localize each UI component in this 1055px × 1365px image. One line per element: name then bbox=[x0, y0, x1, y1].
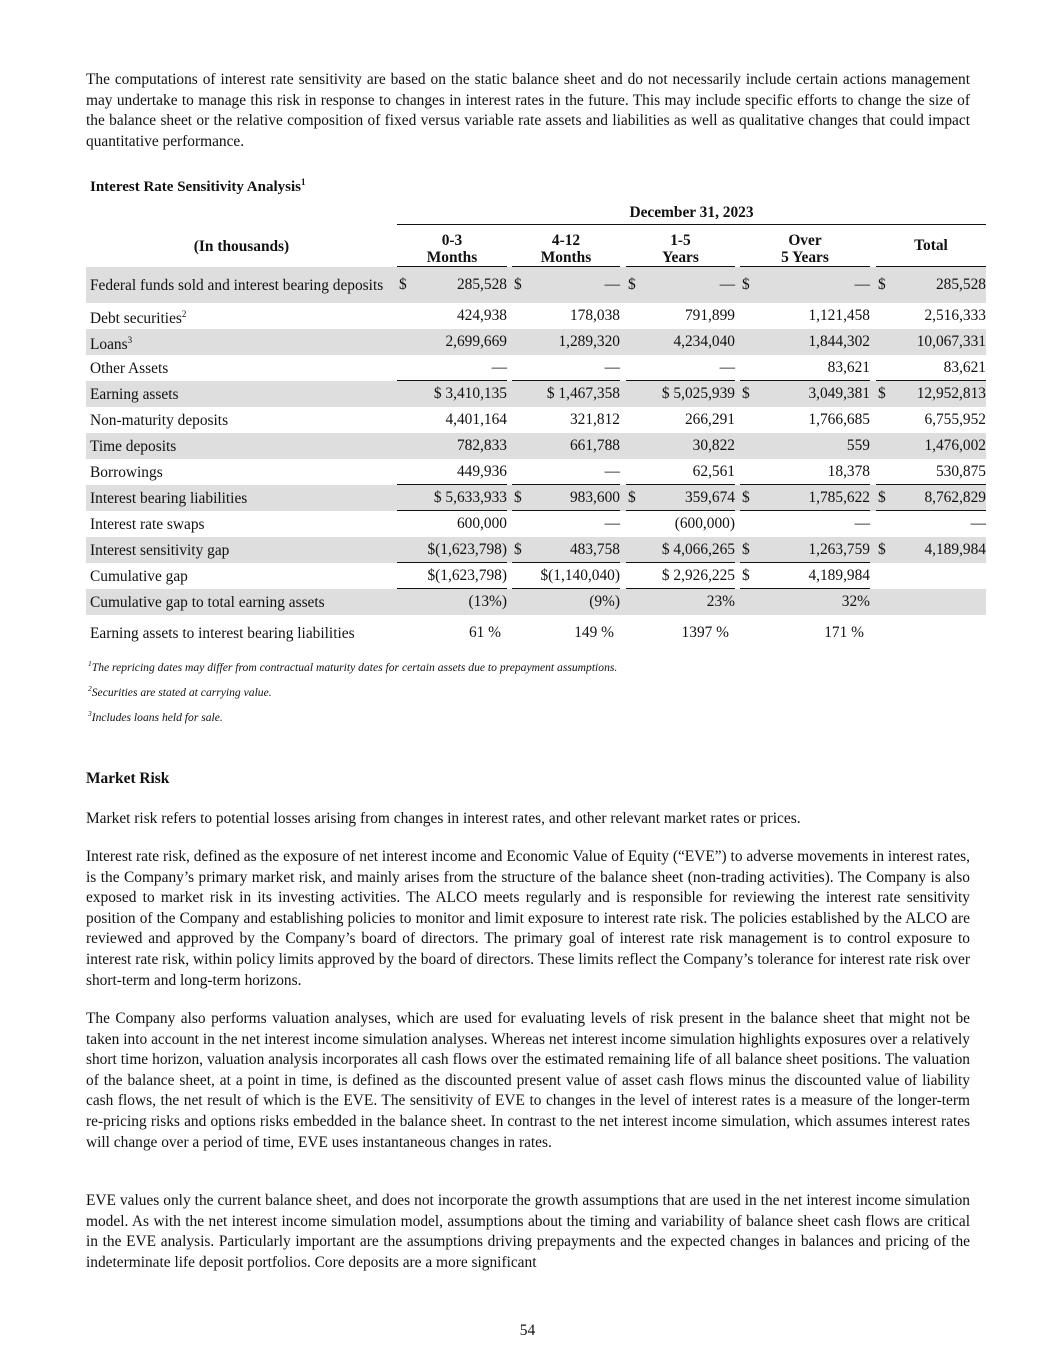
row-label: Interest sensitivity gap bbox=[86, 537, 393, 563]
row-value-cell: — bbox=[397, 355, 507, 381]
footnote-1: $^1$The repricing dates may differ from contractual maturity dates for certain assets due to prepayment assumptions. bbox=[88, 659, 618, 674]
row-value-cell: $ 1,263,759 bbox=[740, 537, 870, 563]
table-row bbox=[86, 459, 986, 485]
row-value-cell: 1397 % bbox=[681, 624, 729, 641]
row-value-cell: 1,844,302 bbox=[740, 329, 870, 355]
row-label: Loans$^3$ bbox=[86, 329, 393, 355]
table-row bbox=[86, 267, 986, 303]
row-value-cell: 32% bbox=[740, 589, 870, 615]
row-value-cell: (600,000) bbox=[674, 515, 735, 532]
market-risk-paragraph-2: Interest rate risk, defined as the exposure of net interest income and Economic Value of Equity (“EVE”) to adverse movements in interest rates, is the Company’s primary market risk, and mainly arises from the structure of the balance sheet (non-trading activities). The Company is also exposed to market risk in its investing activities. The ALCO meets regularly and is responsible for reviewing the interest rate sensitivity position of the Company and establishing policies to monitor and limit exposure to interest rate risk. The policies established by the ALCO are reviewed and approved by the Company’s board of directors. The primary goal of interest rate risk management is to control exposure to interest rate risk, within policy limits approved by the board of directors. These limits reflect the Company’s tolerance for interest rate risk over short-term and long-term horizons. bbox=[86, 848, 970, 989]
row-value-cell bbox=[876, 589, 986, 615]
row-value-cell: $ — bbox=[626, 267, 735, 303]
row-value-cell: 1,121,458 bbox=[808, 307, 870, 324]
row-value-cell: 600,000 bbox=[456, 515, 507, 532]
row-value-cell: 10,067,331 bbox=[876, 329, 986, 355]
row-value-cell: $ 3,410,135 bbox=[397, 381, 507, 407]
table-row bbox=[86, 381, 986, 407]
row-label: Borrowings bbox=[90, 463, 163, 481]
row-value-cell: 4,234,040 bbox=[626, 329, 735, 355]
row-value-cell: $ 285,528 bbox=[397, 267, 507, 303]
column-header-4-12-months: 4-12 Months bbox=[512, 225, 620, 267]
row-value-cell: — bbox=[626, 355, 735, 381]
column-header-total: Total bbox=[876, 225, 986, 267]
row-value-cell: 62,561 bbox=[626, 459, 735, 485]
row-value-cell: $ 1,467,358 bbox=[512, 381, 620, 407]
row-value-cell: 171 % bbox=[824, 624, 864, 641]
table-row bbox=[86, 329, 986, 355]
table-title-footnote: 1 bbox=[300, 177, 306, 187]
table-footnotes bbox=[88, 659, 617, 734]
table-row bbox=[86, 355, 986, 381]
row-value-cell: $ 5,633,933 bbox=[397, 485, 507, 511]
row-value-cell: $ 483,758 bbox=[512, 537, 620, 563]
row-value-cell: $(1,623,798) bbox=[397, 537, 507, 563]
row-label: Non-maturity deposits bbox=[90, 411, 229, 429]
row-value-cell: $ 4,066,265 bbox=[626, 537, 735, 563]
units-label: (In thousands) bbox=[193, 237, 290, 255]
row-value-cell: $ 5,025,939 bbox=[626, 381, 735, 407]
row-value-cell: 83,621 bbox=[740, 355, 870, 381]
row-value-cell: 1,766,685 bbox=[808, 411, 870, 428]
row-value-cell: $ — bbox=[512, 267, 620, 303]
column-header-over-5-years: Over 5 Years bbox=[740, 225, 870, 267]
table-row bbox=[86, 615, 986, 651]
table-row bbox=[86, 511, 986, 537]
row-value-cell: 782,833 bbox=[397, 433, 507, 459]
row-label: Cumulative gap to total earning assets bbox=[86, 589, 393, 615]
row-value-cell: — bbox=[970, 515, 986, 532]
row-label: Time deposits bbox=[86, 433, 393, 459]
row-value-cell: 149 % bbox=[574, 624, 614, 641]
column-header-1-5-years: 1-5 Years bbox=[626, 225, 735, 267]
row-value-cell: 321,812 bbox=[569, 411, 620, 428]
page-number: 54 bbox=[519, 1322, 536, 1339]
row-value-cell: — bbox=[604, 515, 620, 532]
table-row bbox=[86, 303, 986, 329]
market-risk-paragraph-1: Market risk refers to potential losses arising from changes in interest rates, and other relevant market rates or prices. bbox=[86, 810, 801, 827]
row-value-cell: — bbox=[512, 459, 620, 485]
row-label: Debt securities$^2$ bbox=[90, 308, 187, 327]
row-value-cell: $ 1,785,622 bbox=[740, 485, 870, 511]
market-risk-paragraph-3: The Company also performs valuation analyses, which are used for evaluating levels of risk present in the balance sheet that might not be taken into account in the net interest income simulation analyses. Whereas net interest income simulation highlights exposures over a relatively short time horizon, valuation analysis incorporates all cash flows over the estimated remaining life of all balance sheet positions. The valuation of the balance sheet, at a point in time, is defined as the discounted present value of asset cash flows minus the discounted value of liability cash flows, the net result of which is the EVE. The sensitivity of EVE to changes in the level of interest rates is a measure of the longer-term re-pricing risks and options risks embedded in the balance sheet. In contrast to the net interest income simulation, which assumes interest rates will change over a period of time, EVE uses instantaneous changes in rates. bbox=[86, 1010, 970, 1151]
row-label: Earning assets to interest bearing liabilities bbox=[90, 624, 355, 642]
column-header-0-3-months: 0-3 Months bbox=[397, 225, 507, 267]
row-value-cell: 559 bbox=[740, 433, 870, 459]
market-risk-heading: Market Risk bbox=[86, 770, 170, 787]
row-value-cell: — bbox=[854, 515, 870, 532]
row-label: Interest rate swaps bbox=[90, 515, 205, 533]
row-value-cell: 178,038 bbox=[569, 307, 620, 324]
row-value-cell: $ 983,600 bbox=[512, 485, 620, 511]
table-row bbox=[86, 485, 986, 511]
row-value-cell: 4,401,164 bbox=[445, 411, 507, 428]
market-risk-paragraph-4: EVE values only the current balance sheet, and does not incorporate the growth assumptions that are used in the net interest income simulation model. As with the net interest income simulation model, assumptions about the timing and variability of balance sheet cash flows are critical in the EVE analysis. Particularly important are the assumptions driving prepayments and the expected changes in balances and pricing of the indeterminate life deposit portfolios. Core deposits are a more significant bbox=[86, 1192, 970, 1271]
row-value-cell: 266,291 bbox=[684, 411, 735, 428]
row-value-cell: 23% bbox=[626, 589, 735, 615]
intro-paragraph: The computations of interest rate sensitivity are based on the static balance sheet and do not necessarily include certain actions management may undertake to manage this risk in response to changes in interest rates in the future. This may include specific efforts to change the size of the balance sheet or the relative composition of fixed versus variable rate assets and liabilities as well as qualitative changes that could impact quantitative performance. bbox=[86, 71, 970, 150]
row-value-cell: 530,875 bbox=[876, 459, 986, 485]
row-value-cell: $ — bbox=[740, 267, 870, 303]
row-value-cell bbox=[876, 615, 986, 651]
row-value-cell: 424,938 bbox=[456, 307, 507, 324]
row-value-cell: $ 12,952,813 bbox=[876, 381, 986, 407]
date-header: December 31, 2023 bbox=[397, 202, 986, 225]
row-value-cell: 2,699,669 bbox=[397, 329, 507, 355]
table-row bbox=[86, 407, 986, 433]
row-value-cell: $ 8,762,829 bbox=[876, 485, 986, 511]
table-title bbox=[90, 177, 305, 196]
row-value-cell: 61 % bbox=[468, 624, 501, 641]
row-value-cell: $ 3,049,381 bbox=[740, 381, 870, 407]
row-value-cell: 6,755,952 bbox=[924, 411, 986, 428]
row-value-cell: $(1,140,040) bbox=[512, 563, 620, 589]
row-value-cell: $ 359,674 bbox=[626, 485, 735, 511]
table-row bbox=[86, 433, 986, 459]
row-value-cell: 449,936 bbox=[397, 459, 507, 485]
row-value-cell: 791,899 bbox=[684, 307, 735, 324]
row-value-cell: 30,822 bbox=[626, 433, 735, 459]
row-value-cell: — bbox=[512, 355, 620, 381]
row-value-cell: 1,289,320 bbox=[512, 329, 620, 355]
interest-rate-sensitivity-table bbox=[86, 202, 986, 651]
row-value-cell: 83,621 bbox=[876, 355, 986, 381]
row-label: Federal funds sold and interest bearing deposits bbox=[86, 267, 393, 303]
row-value-cell: (9%) bbox=[512, 589, 620, 615]
row-value-cell: 1,476,002 bbox=[876, 433, 986, 459]
row-value-cell bbox=[876, 563, 986, 589]
table-title-text: Interest Rate Sensitivity Analysis bbox=[90, 179, 301, 195]
row-label: Earning assets bbox=[86, 381, 393, 407]
row-value-cell: $(1,623,798) bbox=[397, 563, 507, 589]
row-value-cell: (13%) bbox=[397, 589, 507, 615]
row-value-cell: $ 285,528 bbox=[876, 267, 986, 303]
footnote-3: $^3$Includes loans held for sale. bbox=[88, 709, 223, 724]
footnote-2: $^2$Securities are stated at carrying value. bbox=[88, 684, 272, 699]
row-value-cell: 18,378 bbox=[740, 459, 870, 485]
table-row bbox=[86, 537, 986, 563]
row-label: Cumulative gap bbox=[90, 567, 188, 585]
row-label: Interest bearing liabilities bbox=[86, 485, 393, 511]
row-value-cell: 661,788 bbox=[512, 433, 620, 459]
row-value-cell: $ 4,189,984 bbox=[740, 563, 870, 589]
row-value-cell: $ 2,926,225 bbox=[626, 563, 735, 589]
row-value-cell: 2,516,333 bbox=[924, 307, 986, 324]
row-label: Other Assets bbox=[90, 359, 169, 377]
table-row bbox=[86, 589, 986, 615]
row-value-cell: $ 4,189,984 bbox=[876, 537, 986, 563]
table-row bbox=[86, 563, 986, 589]
